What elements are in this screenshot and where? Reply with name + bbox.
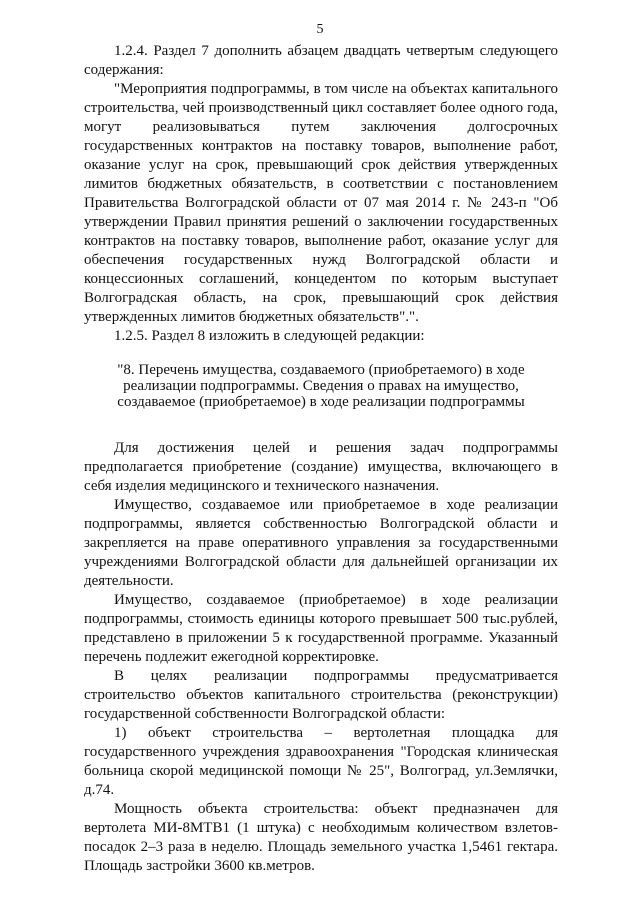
paragraph-amendment-1-2-4: 1.2.4. Раздел 7 дополнить абзацем двадцать четвертым следующего содержания: [84,43,558,78]
body-paragraph: В целях реализации подпрограммы предусматривается строительство объектов капитального строительства (реконструкции) государственной собственности Волгоградской области: [84,668,558,722]
document-body [84,42,558,876]
body-paragraph: Имущество, создаваемое (приобретаемое) в ходе реализации подпрограммы, стоимость единицы которого превышает 500 тыс.рублей, представлено в приложении 5 к государственной программе. Указанный перечень подлежит ежегодной корректировке. [84,592,558,665]
body-paragraph: Имущество, создаваемое или приобретаемое в ходе реализации подпрограммы, является собственностью Волгоградской области и закрепляется на праве оперативного управления за государственными учреждениями Волгоградской области для дальнейшей организации их деятельности. [84,497,558,589]
paragraph-amendment-1-2-5: 1.2.5. Раздел 8 изложить в следующей редакции: [114,328,425,344]
paragraph-quoted-text: "Мероприятия подпрограммы, в том числе на объектах капитального строительства, чей производственный цикл составляет более одного года, могут реализовываться путем заключения долгосрочных государственных контрактов на поставку товаров, выполнение работ, оказание услуг на срок, превышающий срок действия утвержденных лимитов бюджетных обязательств, в соответствии с постановлением Правительства Волгоградской области от 07 мая 2014 г. № 243-п "Об утверждении Правил принятия решений о заключении государственных контрактов на поставку товаров, выполнение работ, оказание услуг для обеспечения государственных нужд Волгоградской области и концессионных соглашений, концедентом по которым выступает Волгоградская область, на срок, превышающий срок действия утвержденных лимитов бюджетных обязательств".". [84,81,558,325]
body-paragraph: Для достижения целей и решения задач подпрограммы предполагается приобретение (создание) имущества, включающего в себя изделия медицинского и технического назначения. [84,440,558,494]
section-heading: "8. Перечень имущества, создаваемого (приобретаемого) в ходе реализации подпрограммы. Сведения о правах на имущество, создаваемое (приобретаемое) в ходе реализации подпрограммы [117,362,525,410]
body-paragraph: 1) объект строительства – вертолетная площадка для государственного учреждения здравоохранения "Городская клиническая больница скорой медицинской помощи № 25", Волгоград, ул.Землячки, д.74. [84,725,558,798]
page-number: 5 [316,22,324,37]
body-paragraph: Мощность объекта строительства: объект предназначен для вертолета МИ-8МТВ1 (1 штука) с необходимым количеством взлетов-посадок 2–3 раза в неделю. Площадь земельного участка 1,5461 гектара. Площадь застройки 3600 кв.метров. [84,801,558,874]
